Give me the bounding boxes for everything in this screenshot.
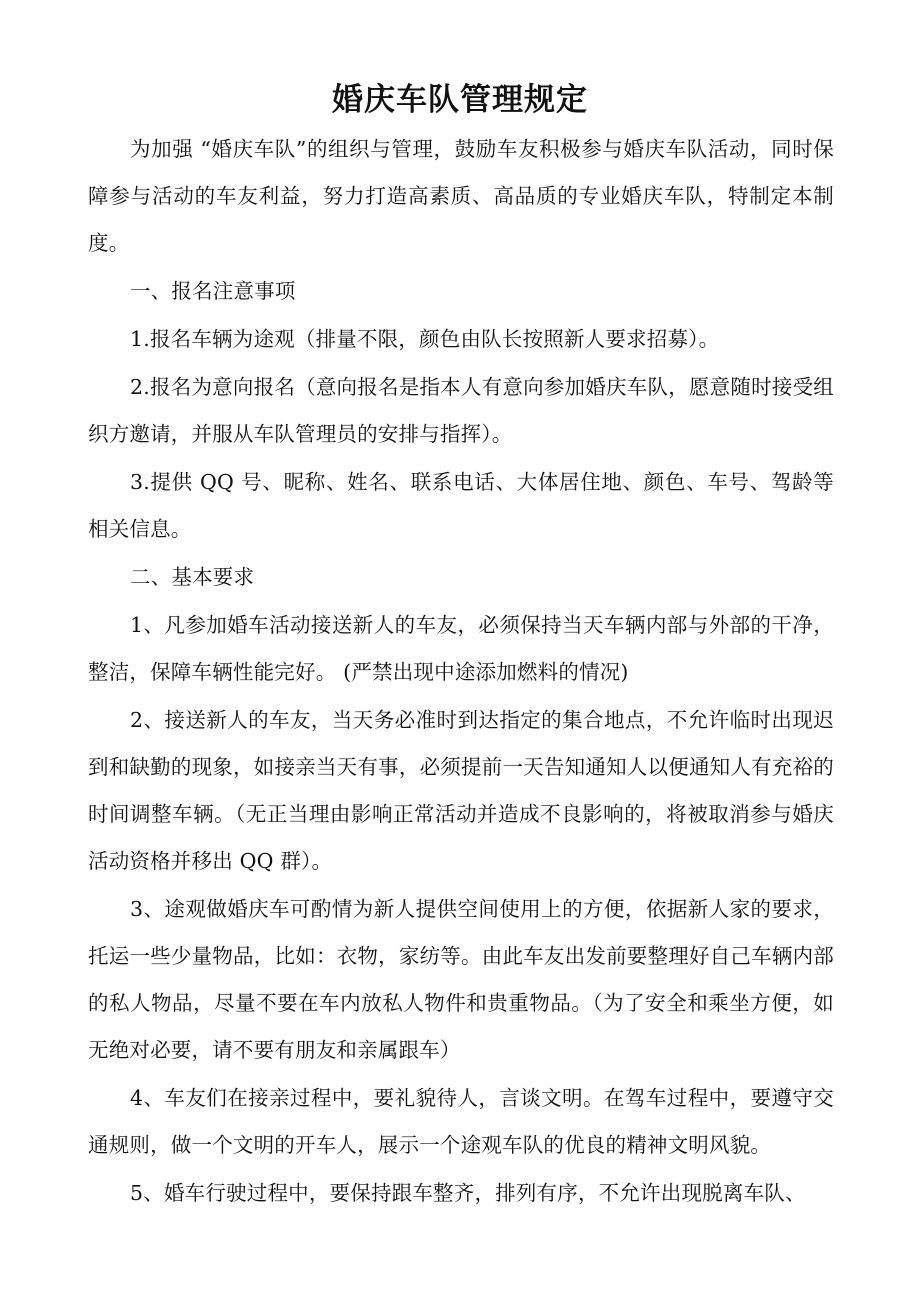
section-heading-requirements: 二、基本要求 (130, 565, 255, 589)
requirement-item-4: 4、车友们在接亲过程中，要礼貌待人，言谈文明。在驾车过程中，要遵守交通规则，做一个文明的开车人，展示一个途观车队的优良的精神文明风貌。 (88, 1086, 834, 1157)
registration-item-2: 2.报名为意向报名（意向报名是指本人有意向参加婚庆车队，愿意随时接受组织方邀请，并服从车队管理员的安排与指挥）。 (88, 375, 834, 446)
requirement-item-5: 5、婚车行驶过程中，要保持跟车整齐，排列有序，不允许出现脱离车队、 (130, 1181, 806, 1205)
requirement-item-3: 3、途观做婚庆车可酌情为新人提供空间使用上的方便，依据新人家的要求，托运一些少量物品，比如：衣物，家纺等。由此车友出发前要整理好自己车辆内部的私人物品，尽量不要在车内放私人物件和贵重物品。（为了安全和乘坐方便，如无绝对必要，请不要有朋友和亲属跟车） (88, 897, 834, 1062)
requirement-item-1: 1、凡参加婚车活动接送新人的车友，必须保持当天车辆内部与外部的干净，整洁，保障车辆性能完好。 (严禁出现中途添加燃料的情况) (88, 613, 834, 684)
intro-paragraph: 为加强 “婚庆车队”的组织与管理，鼓励车友积极参与婚庆车队活动，同时保障参与活动的车友利益，努力打造高素质、高品质的专业婚庆车队，特制定本制度。 (88, 137, 834, 255)
requirement-item-2: 2、接送新人的车友，当天务必准时到达指定的集合地点，不允许临时出现迟到和缺勤的现象，如接亲当天有事，必须提前一天告知通知人以便通知人有充裕的时间调整车辆。（无正当理由影响正常活动并造成不良影响的，将被取消参与婚庆活动资格并移出 QQ 群）。 (88, 708, 834, 873)
document-body (88, 126, 834, 1217)
registration-item-3: 3.提供 QQ 号、昵称、姓名、联系电话、大体居住地、颜色、车号、驾龄等相关信息。 (88, 470, 834, 541)
section-heading-registration: 一、报名注意事项 (130, 279, 296, 303)
document-title: 婚庆车队管理规定 (332, 82, 588, 118)
registration-item-1: 1.报名车辆为途观（排量不限，颜色由队长按照新人要求招募）。 (130, 327, 720, 351)
